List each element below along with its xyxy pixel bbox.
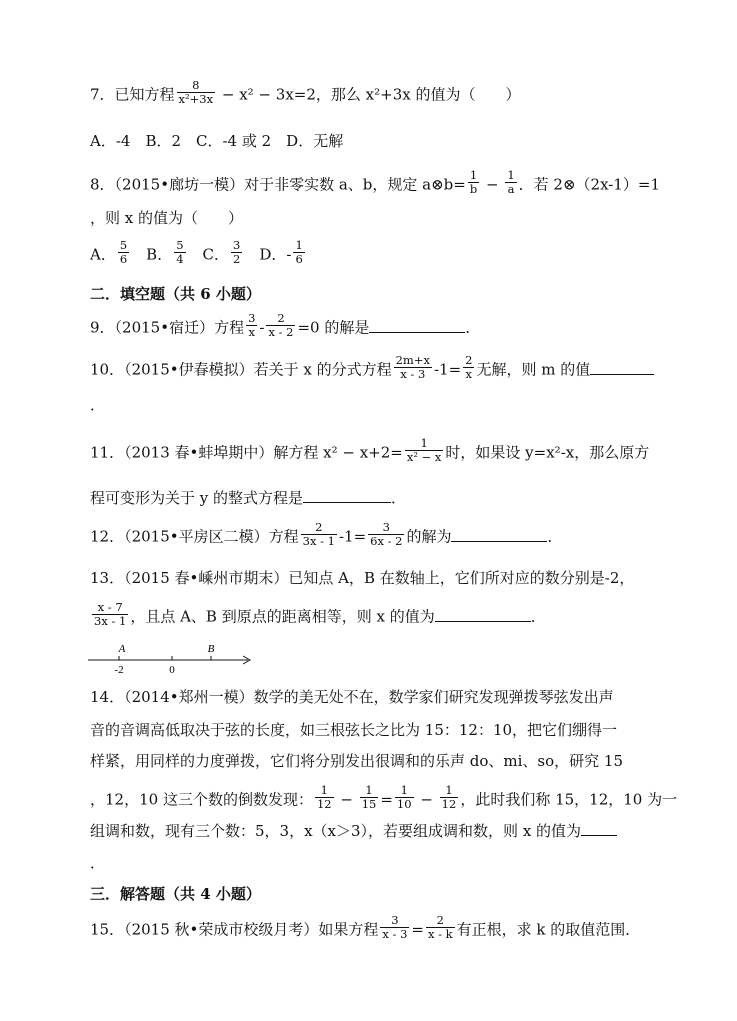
fraction: $\frac{x - 7}{3x - 1}$ xyxy=(94,600,127,628)
answer-blank xyxy=(369,318,465,333)
fraction: $\frac{2}{x - 2}$ xyxy=(268,311,294,339)
question-12: 12．（2015•平房区二模）方程 $\frac{2}{3x - 1}$ -1= $\frac{3}{6x - 2}$ 的解为 ． xyxy=(90,520,563,548)
tick-label-zero: 0 xyxy=(169,664,175,676)
question-8-options: A． $\frac{5}{6}$ B． $\frac{5}{4}$ C． $\frac{3}{2}$ D．- $\frac{1}{6}$ xyxy=(90,238,303,266)
question-14-line2: 音的音调高低取决于弦的长度，如三根弦长之比为 15：12：10，把它们绷得一 xyxy=(90,721,618,739)
question-13: 13．（2015 春•嵊州市期末）已知点 A，B 在数轴上，它们所对应的数分别是-2， xyxy=(90,569,635,587)
question-14-line6: ． xyxy=(90,854,106,872)
question-14-line3: 样紧，用同样的力度弹拨，它们将分别发出很调和的乐声 do、mi、so，研究 15 xyxy=(90,752,624,770)
question-7: 7．已知方程 $\frac{8}{\text{x²+3x}}$ − x² − 3x=2，那么 x²+3x 的值为（ ） xyxy=(90,78,521,106)
answer-blank xyxy=(590,360,654,375)
number-line-figure xyxy=(88,640,258,680)
question-8-line2: ，则 x 的值为（ ） xyxy=(90,209,243,227)
fraction: $\frac{3}{x - 3}$ xyxy=(382,913,408,941)
question-14: 14．（2014•郑州一模）数学的美无处不在，数学家们研究发现弹拨琴弦发出声 xyxy=(90,688,614,706)
fraction: $\frac{1}{\text{x² − x}}$ xyxy=(406,436,442,464)
fraction: $\frac{8}{\text{x²+3x}}$ xyxy=(178,78,214,106)
fraction: $\frac{2}{x}$ xyxy=(465,353,473,381)
fraction: $\frac{2m+x}{x - 3}$ xyxy=(395,353,430,381)
question-14-line4: ，12，10 这三个数的倒数发现： $\frac{1}{12}$ − $\frac{1}{15}$ = $\frac{1}{10}$ − $\frac{1}{12}$ ，此时我们称 15，12，10 为一 xyxy=(90,783,678,811)
fraction: $\frac{1}{12}$ xyxy=(441,783,457,811)
answer-blank xyxy=(435,607,531,622)
question-7-options: A．-4 B．2 C．-4 或 2 D．无解 xyxy=(90,132,344,150)
question-9: 9．（2015•宿迁）方程 $\frac{3}{x}$ - $\frac{2}{x - 2}$ =0 的解是 ． xyxy=(90,311,481,339)
fraction: $\frac{3}{2}$ xyxy=(233,238,241,266)
question-10-line2: ． xyxy=(90,396,106,414)
fraction: $\frac{1}{b}$ xyxy=(469,168,478,196)
fraction: $\frac{1}{15}$ xyxy=(361,783,377,811)
answer-blank xyxy=(581,821,617,836)
section-heading-answers: 三．解答题（共 4 小题） xyxy=(90,885,261,903)
question-11: 11．（2013 春•蚌埠期中）解方程 x² − x+2= $\frac{1}{\text{x² − x}}$ 时，如果设 y=x²-x，那么原方 xyxy=(90,436,650,464)
section-heading-fill-in: 二．填空题（共 6 小题） xyxy=(90,285,261,303)
fraction: $\frac{5}{4}$ xyxy=(176,238,184,266)
tick-label-neg2: -2 xyxy=(114,664,124,676)
fraction: $\frac{3}{6x - 2}$ xyxy=(370,520,403,548)
answer-blank xyxy=(451,527,547,542)
question-15: 15．（2015 秋•荣成市校级月考）如果方程 $\frac{3}{x - 3}$ = $\frac{2}{x - k}$ 有正根，求 k 的取值范围． xyxy=(90,913,641,941)
question-13-line2: $\frac{x - 7}{3x - 1}$ ，且点 A、B 到原点的距离相等，则 x 的值为 ． xyxy=(94,600,546,628)
fraction: $\frac{2}{x - k}$ xyxy=(427,913,453,941)
question-10: 10．（2015•伊春模拟）若关于 x 的分式方程 $\frac{2m+x}{x - 3}$ -1= $\frac{2}{x}$ 无解，则 m 的值 xyxy=(90,357,654,384)
fraction: $\frac{3}{x}$ xyxy=(248,311,256,339)
fraction: $\frac{5}{6}$ xyxy=(119,238,128,266)
question-14-line5: 组调和数，现有三个数：5，3，x（x＞3），若要组成调和数，则 x 的值为 xyxy=(90,821,617,841)
fraction: $\frac{1}{6}$ xyxy=(295,238,303,266)
fraction: $\frac{1}{10}$ xyxy=(396,783,412,811)
fraction: $\frac{1}{a}$ xyxy=(507,168,515,196)
point-b-label: B xyxy=(207,643,215,655)
question-8: 8．（2015•廊坊一模）对于非零实数 a、b，规定 a⊗b= $\frac{1}{b}$ − $\frac{1}{a}$ ．若 2⊗（2x-1）=1 xyxy=(90,168,660,196)
question-11-line2: 程可变形为关于 y 的整式方程是 ． xyxy=(90,489,407,507)
fraction: $\frac{1}{12}$ xyxy=(316,783,332,811)
point-a-label: A xyxy=(118,643,126,655)
fraction: $\frac{2}{3x - 1}$ xyxy=(302,520,335,548)
answer-blank xyxy=(303,488,391,503)
